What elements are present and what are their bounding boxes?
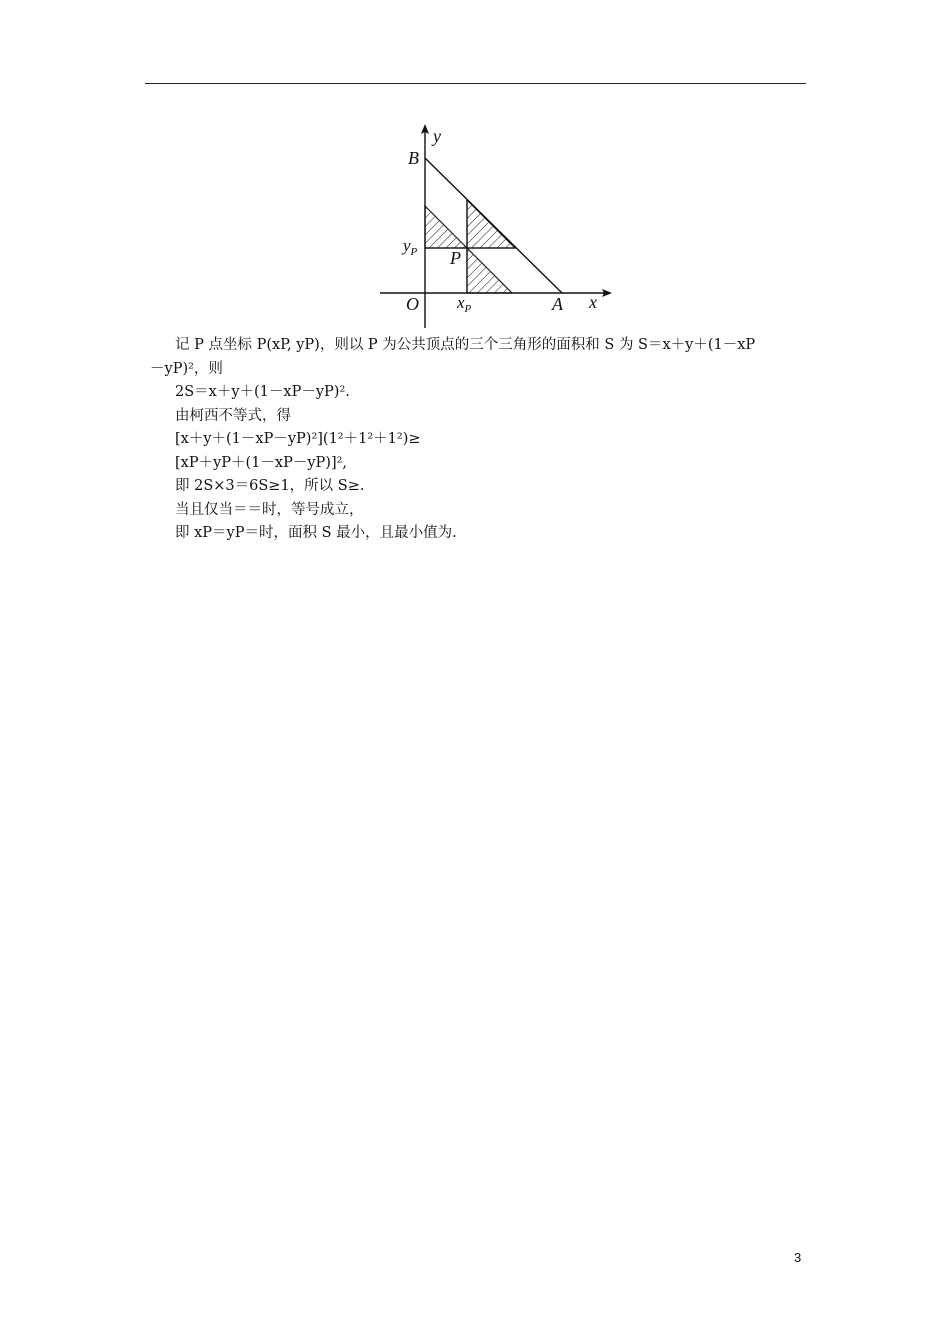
triangle-figure <box>372 118 622 333</box>
page-number: 3 <box>794 1250 802 1265</box>
label-o: O <box>406 294 419 314</box>
text-line-4: 由柯西不等式，得 <box>175 407 291 424</box>
label-a: A <box>552 294 563 314</box>
solution-text <box>150 334 810 546</box>
line-ab <box>425 158 562 293</box>
text-line-2: －yP)²，则 <box>150 360 223 377</box>
hatched-triangle-bottom <box>467 248 512 293</box>
label-x: x <box>589 292 597 312</box>
text-line-7: 即 2S×3＝6S≥1，所以 S≥. <box>175 478 365 494</box>
text-line-6: [xP＋yP＋(1－xP－yP)]², <box>175 454 348 471</box>
label-b: B <box>408 148 419 168</box>
label-yp: $y_P$ <box>403 236 418 258</box>
label-p: P <box>450 248 461 268</box>
text-line-5: [x＋y＋(1－xP－yP)²](1²＋1²＋1²)≥ <box>175 431 421 447</box>
text-line-1: 记 P 点坐标 P(xP, yP)，则以 P 为公共顶点的三个三角形的面积和 S 为 S＝x＋y＋(1－xP <box>175 337 756 353</box>
header-rule <box>145 83 806 84</box>
label-xp: $x_P$ <box>457 293 472 315</box>
text-line-9: 即 xP＝yP＝时，面积 S 最小，且最小值为. <box>175 525 457 541</box>
text-line-3: 2S＝x＋y＋(1－xP－yP)². <box>175 384 350 400</box>
label-y: y <box>433 126 441 146</box>
text-line-8: 当且仅当＝＝时，等号成立， <box>175 501 364 518</box>
hatched-triangle-left <box>425 206 467 248</box>
